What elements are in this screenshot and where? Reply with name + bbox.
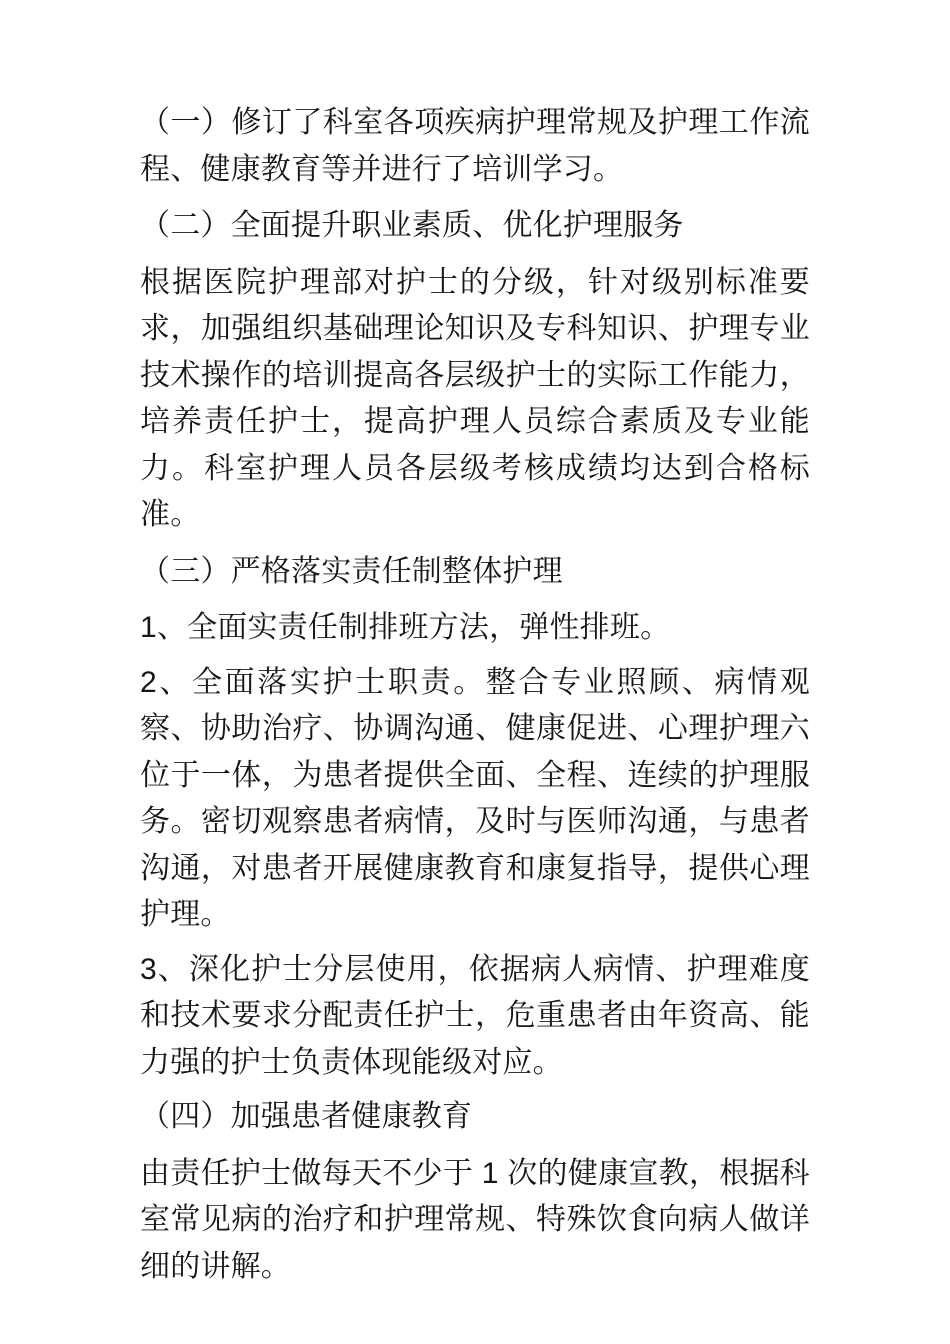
paragraph-section-4-body: 由责任护士做每天不少于 1 次的健康宣教，根据科室常见病的治疗和护理常规、特殊饮食向病人做详细的讲解。 (140, 1156, 810, 1283)
paragraph-section-2-heading: （二）全面提升职业素质、优化护理服务 (140, 209, 684, 242)
paragraph-section-3-item-1: 1、全面实责任制排班方法，弹性排班。 (140, 611, 671, 644)
paragraph-section-2-body: 根据医院护理部对护士的分级，针对级别标准要求，加强组织基础理论知识及专科知识、护理专业技术操作的培训提高各层级护士的实际工作能力，培养责任护士，提高护理人员综合素质及专业能力。科室护理人员各层级考核成绩均达到合格标准。 (140, 265, 810, 531)
document-body (140, 100, 810, 1290)
paragraph-section-1-heading: （一）修订了科室各项疾病护理常规及护理工作流程、健康教育等并进行了培训学习。 (140, 106, 810, 186)
paragraph-section-3-item-3: 3、深化护士分层使用，依据病人病情、护理难度和技术要求分配责任护士，危重患者由年资高、能力强的护士负责体现能级对应。 (140, 952, 810, 1079)
paragraph-section-3-heading: （三）严格落实责任制整体护理 (140, 554, 563, 588)
paragraph-section-3-item-2: 2、全面落实护士职责。整合专业照顾、病情观察、协助治疗、协调沟通、健康促进、心理护理六位于一体，为患者提供全面、全程、连续的护理服务。密切观察患者病情，及时与医师沟通，与患者沟通，对患者开展健康教育和康复指导，提供心理护理。 (140, 665, 810, 931)
paragraph-section-4-heading: （四）加强患者健康教育 (140, 1100, 473, 1133)
